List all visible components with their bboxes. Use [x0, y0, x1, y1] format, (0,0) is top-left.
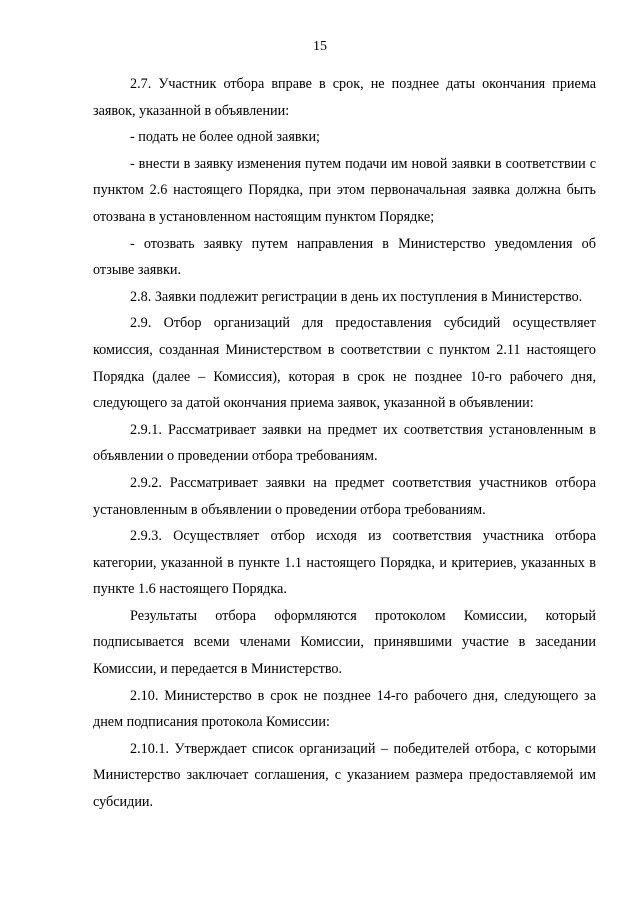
paragraph-2-9-3: 2.9.3. Осуществляет отбор исходя из соответствия участника отбора категории, указанной в пункте 1.1 настоящего Порядка, и критериев, указанных в пункте 1.6 настоящего Порядка.	[93, 528, 596, 598]
paragraph-2-10-1: 2.10.1. Утверждает список организаций – победителей отбора, с которыми Министерство заключает соглашения, с указанием размера предоставляемой им субсидии.	[93, 740, 596, 811]
list-item-submit-one-application: - подать не более одной заявки;	[130, 129, 320, 146]
paragraph-selection-results: Результаты отбора оформляются протоколом Комиссии, который подписывается всеми членами Комиссии, принявшими участие в заседании Комиссии, и передается в Министерство.	[93, 607, 596, 678]
paragraph-2-10: 2.10. Министерство в срок не позднее 14-го рабочего дня, следующего за днем подписания протокола Комиссии:	[93, 687, 596, 731]
document-body	[93, 71, 596, 816]
list-item-withdraw-application: - отозвать заявку путем направления в Министерство уведомления об отзыве заявки.	[93, 235, 596, 279]
paragraph-2-8: 2.8. Заявки подлежит регистрации в день их поступления в Министерство.	[130, 288, 583, 305]
paragraph-2-9: 2.9. Отбор организаций для предоставления субсидий осуществляет комиссия, созданная Министерством в соответствии с пунктом 2.11 настоящего Порядка (далее – Комиссия), которая в срок не позднее 10-го рабочего дня, следующего за датой окончания приема заявок, указанной в объявлении:	[93, 315, 596, 412]
list-item-amend-application: - внести в заявку изменения путем подачи им новой заявки в соответствии с пунктом 2.6 настоящего Порядка, при этом первоначальная заявка должна быть отозвана в установленном настоящим пунктом Порядке;	[93, 155, 596, 225]
paragraph-2-9-1: 2.9.1. Рассматривает заявки на предмет их соответствия установленным в объявлении о проведении отбора требованиям.	[93, 421, 596, 465]
paragraph-2-7: 2.7. Участник отбора вправе в срок, не позднее даты окончания приема заявок, указанной в объявлении:	[93, 76, 596, 119]
paragraph-2-9-2: 2.9.2. Рассматривает заявки на предмет соответствия участников отбора установленным в объявлении о проведении отбора требованиям.	[93, 474, 596, 518]
page-number: 15	[313, 39, 327, 54]
